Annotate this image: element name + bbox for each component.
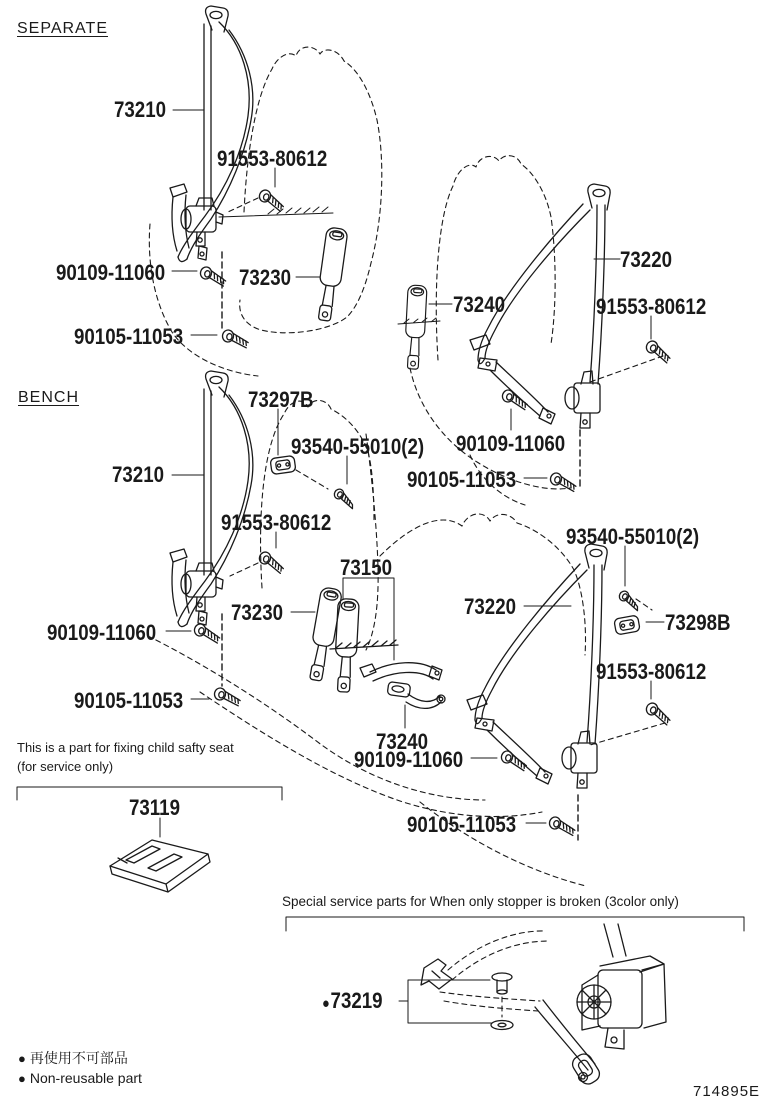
part-label-73240-bench: 73240: [376, 729, 429, 754]
bench-lap-belt-73240-drawing: [360, 663, 445, 709]
part-label-73210-separate: 73210: [114, 97, 167, 122]
part-label-73210-bench: 73210: [112, 462, 165, 487]
part-label-91553-80612-bench-right: 91553-80612: [596, 659, 707, 684]
bench-bolt-90109-left: [193, 623, 222, 643]
bench-right-backrest-outline: [380, 514, 586, 655]
section-title-separate: SEPARATE: [17, 20, 108, 37]
separate-bolt-91553-left: [257, 188, 287, 211]
part-label-90109-11060-bench-right: 90109-11060: [354, 747, 464, 772]
part-label-90109-11060-separate-left: 90109-11060: [56, 260, 166, 285]
separate-buckle-73240-drawing: [404, 285, 427, 370]
bench-cushion-outline-1: [148, 636, 485, 800]
separate-bolt-90105-left: [221, 329, 250, 348]
part-label-91553-80612-separate-left: 91553-80612: [217, 146, 328, 171]
part-label-73240-separate: 73240: [453, 292, 506, 317]
separate-seatbelt-73210-drawing: [170, 6, 333, 262]
footer-non-reusable-jp: [18, 1048, 128, 1068]
bench-center-floor-hatch: [330, 640, 398, 649]
part-label-73220-separate: 73220: [620, 247, 673, 272]
non-reusable-bullet-icon: ●: [18, 1051, 26, 1066]
part-label-90105-11053-separate-right: 90105-11053: [407, 467, 517, 492]
separate-73240-floor-hatch: [398, 318, 440, 324]
part-label-73219-text: 73219: [330, 988, 383, 1013]
separate-bolt-90109-right: [500, 389, 529, 410]
special-service-73219-drawing: [421, 924, 666, 1087]
part-label-91553-80612-separate-right: 91553-80612: [596, 294, 707, 319]
child-seat-note-line2: (for service only): [17, 759, 114, 774]
part-label-90105-11053-separate-left: 90105-11053: [74, 324, 184, 349]
bench-screw-93540-right-drawing: [617, 589, 643, 610]
part-label-90105-11053-bench-right: 90105-11053: [407, 812, 517, 837]
non-reusable-bullet-icon: ●: [322, 995, 330, 1012]
part-label-90109-11060-bench-left: 90109-11060: [47, 620, 157, 645]
bench-bolt-91553-right: [644, 701, 674, 725]
part-label-73230-separate: 73230: [239, 265, 292, 290]
part-label-73150-bench: 73150: [340, 555, 393, 580]
special-service-note: Special service parts for When only stopper is broken (3color only): [282, 894, 679, 909]
part-label-73230-bench: 73230: [231, 600, 284, 625]
bench-seatbelt-73220-drawing: [467, 544, 607, 788]
part-label-90105-11053-bench-left: 90105-11053: [74, 688, 184, 713]
child-seat-plate-73119-drawing: [110, 840, 210, 892]
part-label-73119-child-plate: 73119: [129, 795, 180, 820]
bench-clip-73298B-drawing: [614, 615, 640, 635]
part-label-91553-80612-bench-left: 91553-80612: [221, 510, 332, 535]
section-title-bench: BENCH: [18, 389, 80, 406]
part-label-73219-special: [322, 988, 383, 1014]
part-label-73297B-bench: 73297B: [248, 387, 314, 412]
bench-screw-93540-left-drawing: [332, 487, 358, 508]
separate-bolt-91553-right: [644, 339, 674, 363]
special-service-bracket: [286, 917, 744, 931]
part-label-73220-bench: 73220: [464, 594, 517, 619]
bench-bolt-90105-right: [548, 816, 577, 836]
non-reusable-bullet-icon: ●: [18, 1071, 26, 1086]
drawing-number: 714895E: [693, 1083, 760, 1100]
footer-en-text: Non-reusable part: [29, 1070, 142, 1086]
separate-bolt-90109-left: [199, 266, 228, 286]
child-seat-note-line1: This is a part for fixing child safty seat: [17, 740, 234, 755]
footer-non-reusable-en: [18, 1070, 142, 1086]
bench-seatbelt-73210-drawing: [170, 371, 253, 627]
part-label-73298B-bench: 73298B: [665, 610, 731, 635]
part-label-93540-55010-bench-right: 93540-55010(2): [566, 524, 700, 549]
separate-buckle-73230-drawing: [314, 227, 348, 322]
bench-bolt-90109-right: [499, 750, 528, 771]
part-label-93540-55010-bench-left: 93540-55010(2): [291, 434, 425, 459]
footer-jp-text: 再使用不可部品: [29, 1050, 128, 1066]
bench-center-split-line: [366, 434, 378, 650]
part-label-90109-11060-separate-right: 90109-11060: [456, 431, 566, 456]
